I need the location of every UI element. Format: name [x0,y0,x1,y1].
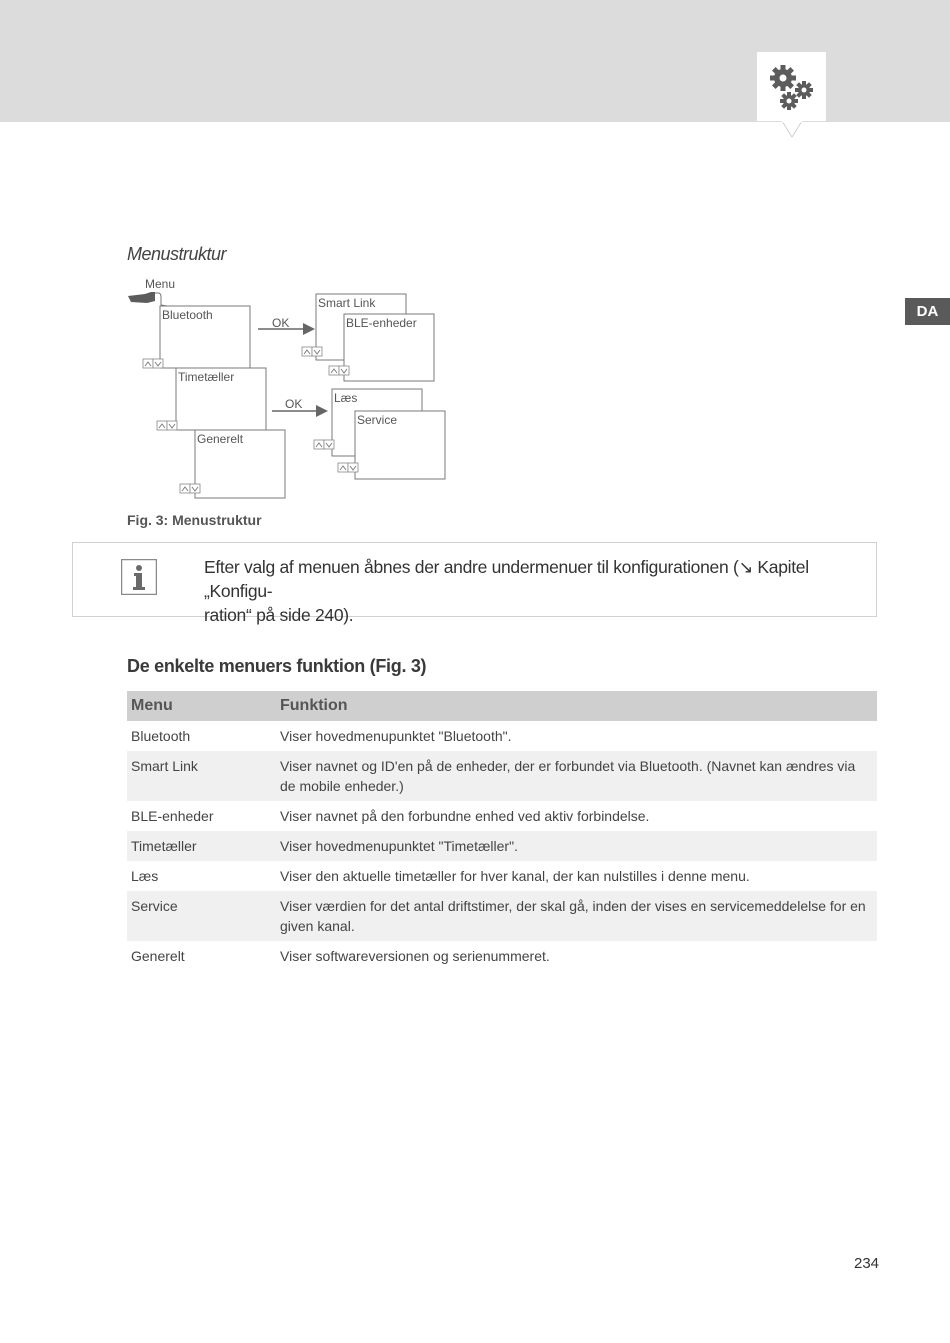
figure-caption: Fig. 3: Menustruktur [127,512,262,528]
function-cell: Viser hovedmenupunktet "Bluetooth". [280,728,512,744]
menu-label: Menu [145,277,176,291]
table-row [127,721,877,751]
ok-label-2: OK [285,397,303,411]
function-cell: Viser navnet og ID'en på de enheder, der er forbundet via Bluetooth. (Navnet kan ændres via de mobile enheder.) [276,751,877,801]
table-row [127,941,877,971]
functions-title: De enkelte menuers funktion (Fig. 3) [127,656,427,676]
table-row [127,801,877,831]
timer-label: Timetæller [178,370,235,384]
hand-pointer-icon [128,292,167,306]
ble-devices-label: BLE-enheder [346,316,417,330]
note-line-2: ration“ på side 240). [204,605,354,625]
table-row [127,861,877,891]
menu-cell: Service [127,891,276,941]
note-text [204,555,864,627]
table-row [127,831,877,861]
function-cell: Viser navnet på den forbundne enhed ved aktiv forbindelse. [280,808,650,824]
menu-cell: BLE-enheder [131,808,214,824]
info-note [72,542,877,625]
menu-cell: Bluetooth [131,728,191,744]
note-line-1: Efter valg af menuen åbnes der andre undermenuer til konfigurationen (↘ Kapitel „Konfigu- [204,557,809,601]
tab-pointer [782,121,802,138]
functions-table [127,691,877,971]
header-menu: Menu [127,691,276,721]
table-row [127,891,877,941]
function-cell: Viser værdien for det antal driftstimer, der skal gå, inden der vises en servicemeddelelse for en given kanal. [276,891,877,941]
smart-link-label: Smart Link [318,296,376,310]
page-number: 234 [854,1255,880,1272]
menu-cell: Smart Link [127,751,276,801]
menu-cell: Læs [131,868,159,884]
language-tab: DA [905,298,950,325]
table-row [127,751,877,801]
menu-structure-diagram [125,275,455,505]
info-icon [121,559,157,595]
gears-icon [757,52,826,121]
ok-label-1: OK [272,316,290,330]
header-function: Funktion [276,691,877,721]
general-label: Generelt [197,432,244,446]
function-cell: Viser hovedmenupunktet "Timetæller". [276,831,877,861]
function-cell: Viser den aktuelle timetæller for hver kanal, der kan nulstilles i denne menu. [280,868,750,884]
read-label: Læs [334,391,358,405]
function-cell: Viser softwareversionen og serienummeret. [280,948,550,964]
service-label: Service [357,413,398,427]
bluetooth-label: Bluetooth [162,308,213,322]
section-title: Menustruktur [127,244,227,264]
menu-cell: Generelt [131,948,185,964]
table-header-row [127,691,877,721]
menu-cell: Timetæller [127,831,276,861]
